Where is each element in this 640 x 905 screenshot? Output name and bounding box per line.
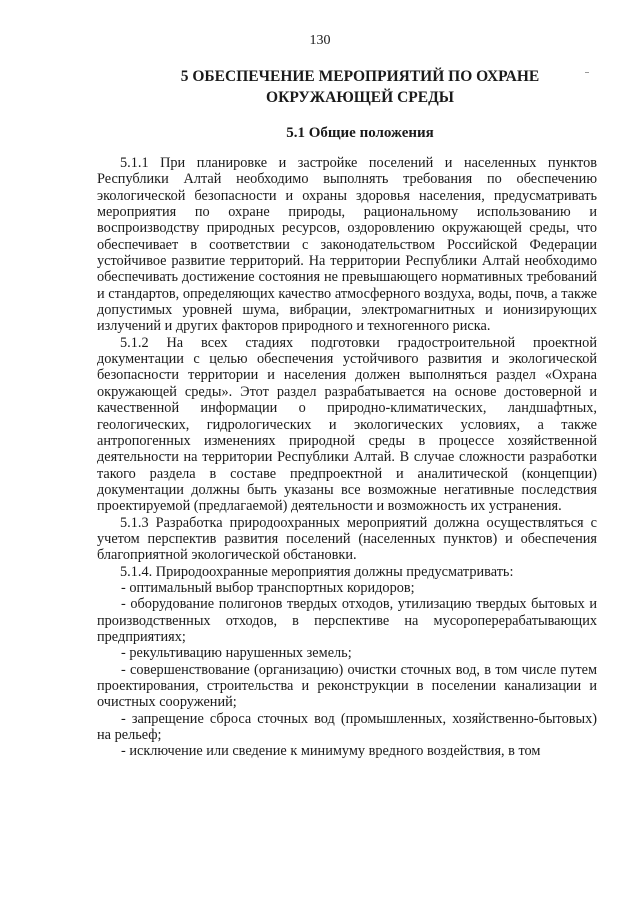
paragraph-5-1-1: 5.1.1 При планировке и застройке поселений и населенных пунктов Республики Алтай необходимо выполнять требования по обеспечению экологической безопасности и охраны здоровья населения, предусматривать мероприятия по охране природы, рациональному использованию и воспроизводству природных ресурсов, оздоровлению окружающей среды, что обеспечивает в соответствии с законодательством Российской Федерации устойчивое развитие территорий. На территории Республики Алтай необходимо обеспечивать достижение состояния не превышающего нормативных требований и стандартов, определяющих качество атмосферного воздуха, воды, почв, а также допустимых уровней шума, вибрации, электромагнитных и ионизирующих излучений и других факторов природного и техногенного риска. [97, 155, 597, 335]
list-item: - оптимальный выбор транспортных коридоров; [121, 579, 415, 596]
chapter-title-line-1: 5 ОБЕСПЕЧЕНИЕ МЕРОПРИЯТИЙ ПО ОХРАНЕ [180, 68, 540, 85]
list-item: - рекультивацию нарушенных земель; [121, 645, 352, 662]
paragraph-5-1-4: 5.1.4. Природоохранные мероприятия должны предусматривать: [120, 563, 514, 580]
paragraph-5-1-2: 5.1.2 На всех стадиях подготовки градостроительной проектной документации с целью обеспечения устойчивого развития и экологической безопасности территории и населения должен выполняться раздел «Охрана окружающей среды». Этот раздел разрабатывается на основе достоверной и качественной информации о природно-климатических, ландшафтных, геологических, гидрологических и экологических условиях, а также антропогенных изменениях природной среды в процессе хозяйственной деятельности на территории Республики Алтай. В случае сложности разработки такого раздела в составе предпроектной и аналитической (концепции) документации должны быть указаны все возможные негативные последствия проектируемой (предлагаемой) деятельности и возможность их устранения. [97, 334, 597, 515]
body-text [97, 155, 597, 760]
chapter-title-line-2: ОКРУЖАЮЩЕЙ СРЕДЫ [266, 89, 454, 106]
list-item: - исключение или сведение к минимуму вредного воздействия, в том [121, 743, 541, 760]
page-number: 130 [309, 33, 331, 48]
chapter-title [150, 66, 570, 108]
paragraph-5-1-3: 5.1.3 Разработка природоохранных мероприятий должна осуществляться с учетом перспектив развития поселений (населенных пунктов) и обеспечения благоприятной экологической обстановки. [97, 514, 597, 564]
list-item: - оборудование полигонов твердых отходов, утилизацию твердых бытовых и производственных отходов, в перспективе на мусороперерабатывающих предприятиях; [97, 596, 597, 645]
list-item: - запрещение сброса сточных вод (промышленных, хозяйственно-бытовых) на рельеф; [97, 710, 597, 744]
scan-speck [585, 72, 589, 73]
section-title: 5.1 Общие положения [286, 125, 434, 141]
list-item: - совершенствование (организацию) очистки сточных вод, в том числе путем проектирования, строительства и реконструкции в поселении канализации и очистных сооружений; [97, 661, 597, 711]
